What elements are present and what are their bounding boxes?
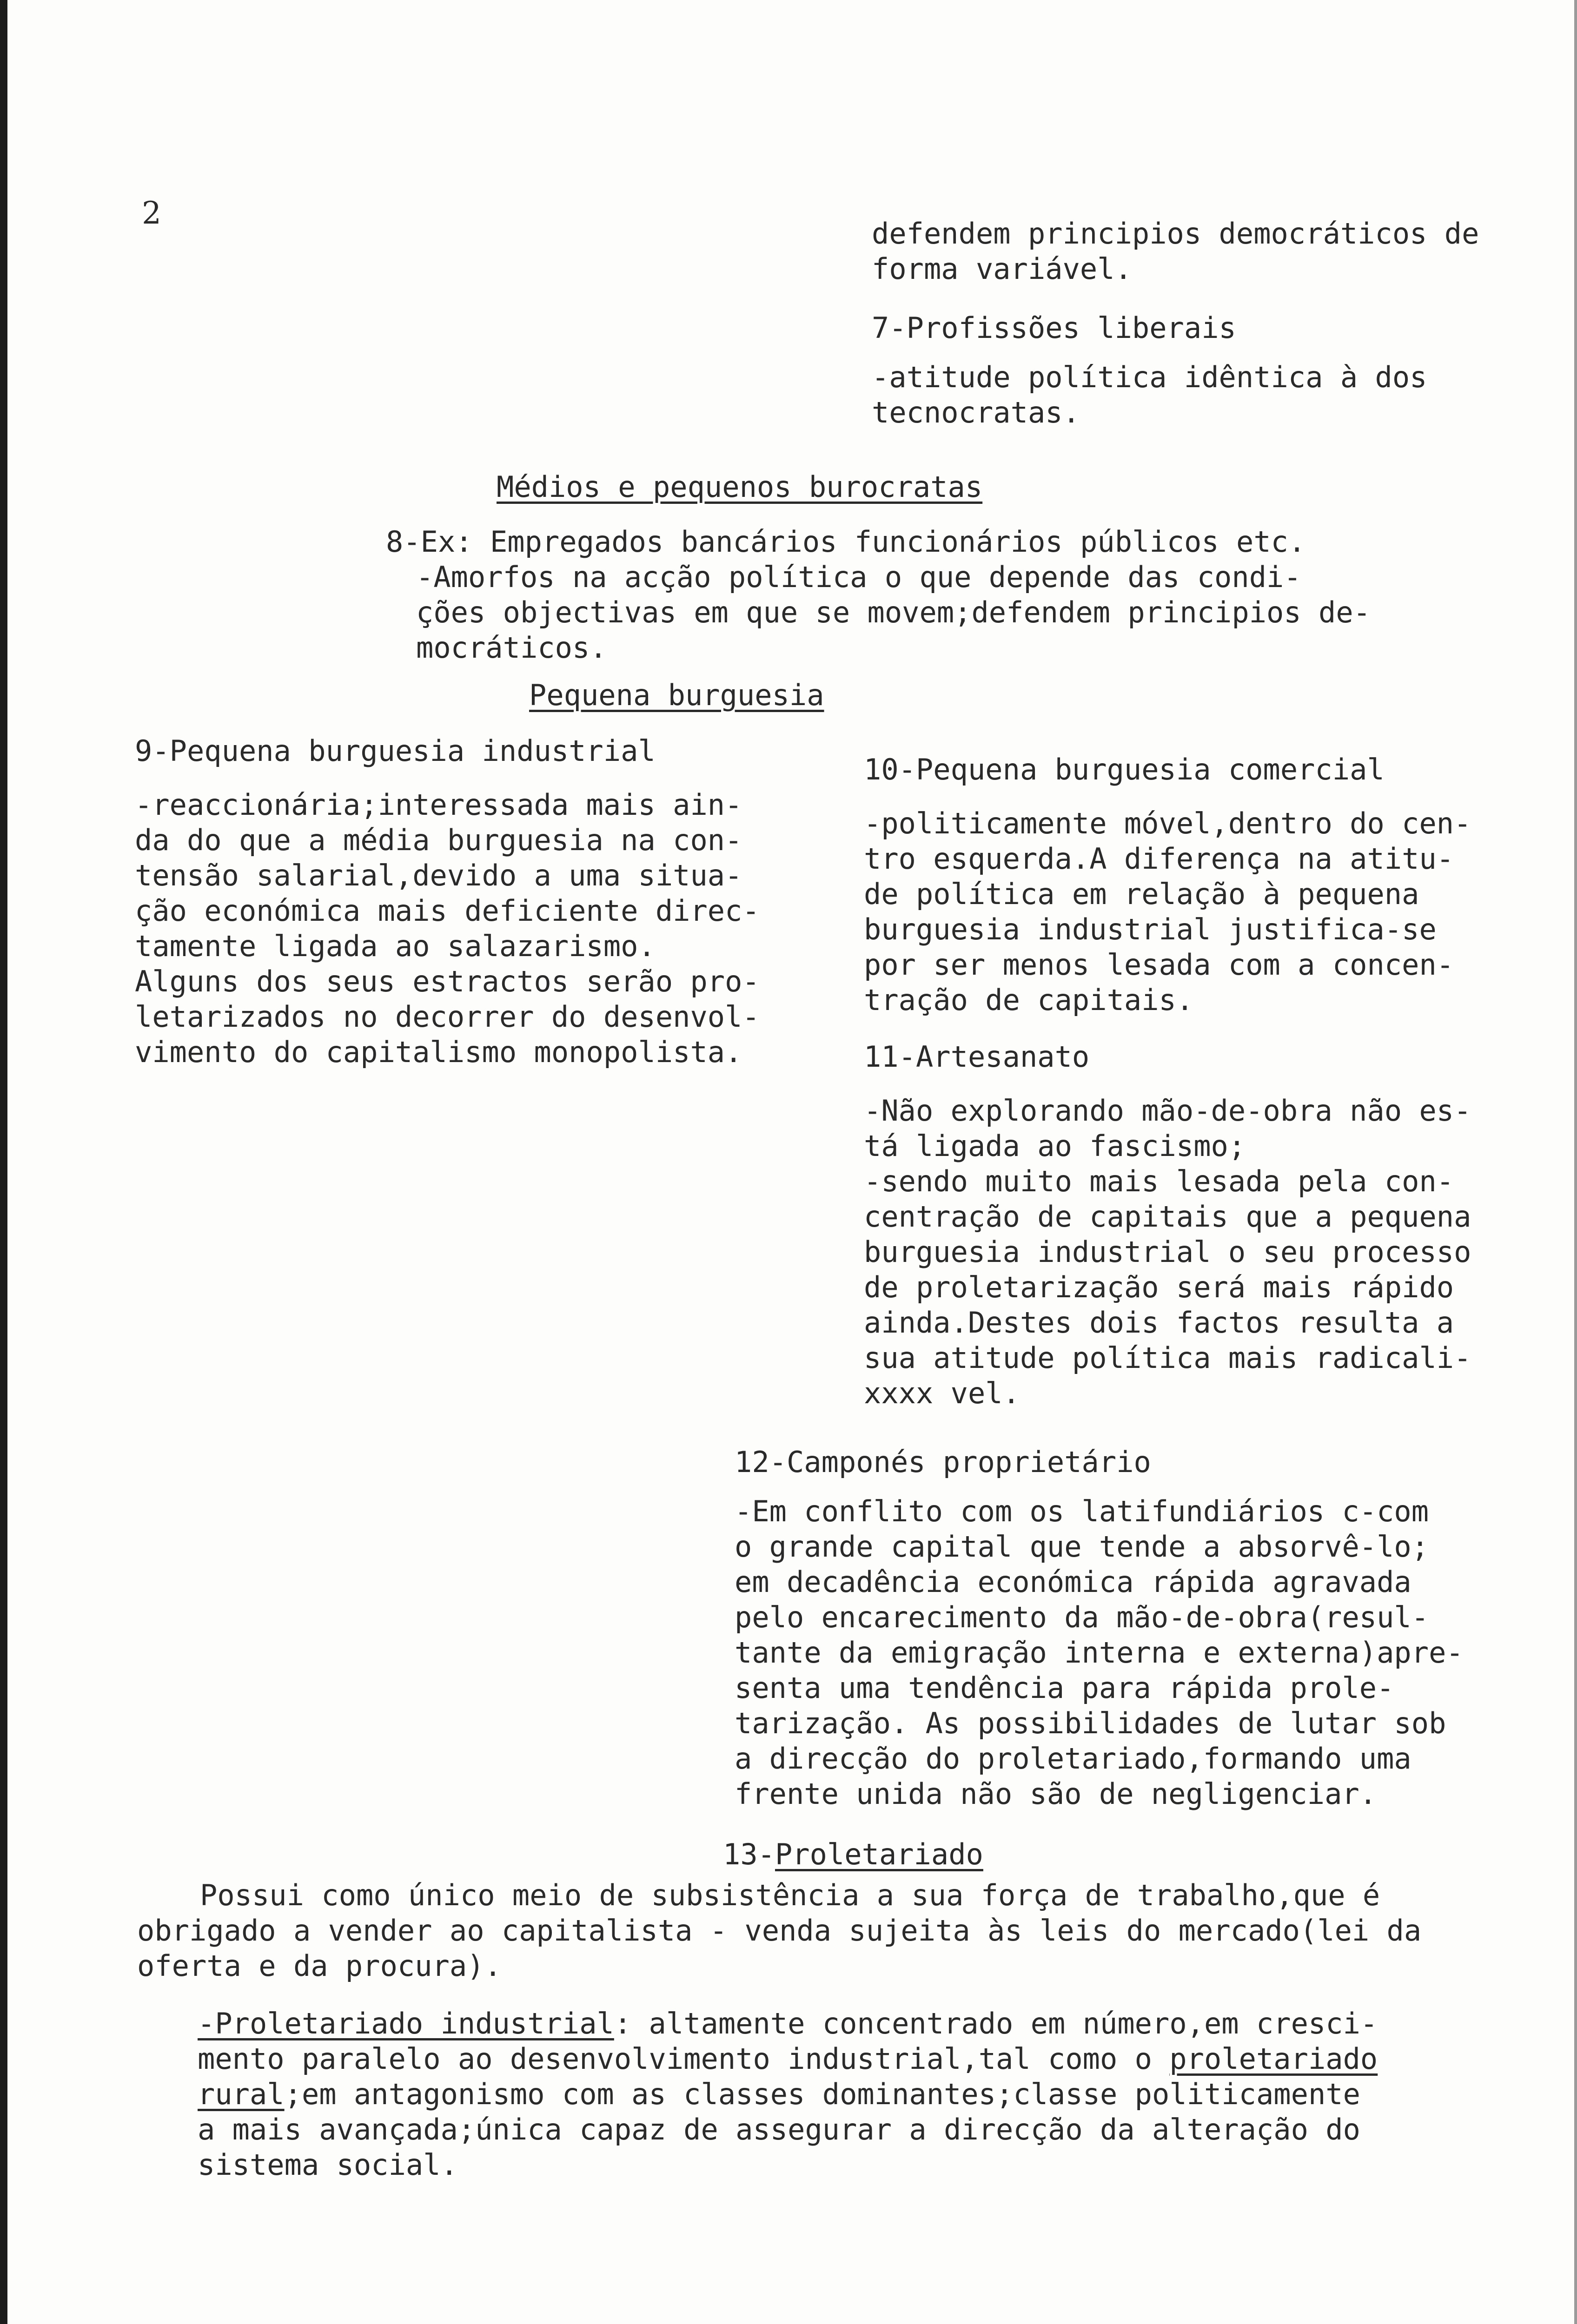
text-line: o grande capital que tende a absorvê-lo; [735, 1530, 1429, 1564]
text-line: pelo encarecimento da mão-de-obra(resul- [735, 1600, 1429, 1634]
text-line: burguesia industrial justifica-se [864, 912, 1437, 946]
heading-medios-pequenos-burocratas: Médios e pequenos burocratas [497, 470, 983, 504]
section-title: 10-Pequena burguesia comercial [864, 753, 1385, 786]
text-line: Possui como único meio de subsistência a sua força de trabalho,que é [200, 1878, 1380, 1912]
section-9-pequena-burguesia-industrial [135, 733, 760, 1070]
text-line: oferta e da procura). [137, 1949, 502, 1983]
text-line: forma variável. [872, 252, 1132, 286]
text-line: tamente ligada ao salazarismo. [135, 929, 656, 963]
text-line: por ser menos lesada com a concen- [864, 948, 1454, 982]
text-line: tante da emigração interna e externa)apre- [735, 1636, 1464, 1670]
page-number: 2 [142, 195, 161, 231]
text-line: obrigado a vender ao capitalista - venda sujeita às leis do mercado(lei da [137, 1914, 1422, 1948]
section-11-artesanato [864, 1039, 1471, 1411]
text-line: tração de capitais. [864, 983, 1194, 1017]
section-title: 11-Artesanato [864, 1040, 1090, 1074]
section-title: Proletariado [775, 1837, 983, 1871]
text-line: -Amorfos na acção política o que depende das condi- [416, 560, 1301, 594]
text-line: a mais avançada;única capaz de assegurar a direcção da alteração do [198, 2113, 1360, 2146]
text-fragment: ;em antagonismo com as classes dominantes;classe politicamente [284, 2077, 1360, 2111]
section-12-campones-proprietario [735, 1445, 1464, 1812]
text-line: vimento do capitalismo monopolista. [135, 1035, 742, 1069]
text-line: ções objectivas em que se movem;defendem principios de- [416, 595, 1371, 629]
text-line: tarização. As possibilidades de lutar sob [735, 1706, 1446, 1740]
proletariado-industrial-paragraph [198, 2006, 1378, 2183]
text-line: senta uma tendência para rápida prole- [735, 1671, 1394, 1705]
text-line: -reaccionária;interessada mais ain- [135, 788, 742, 822]
text-line: letarizados no decorrer do desenvol- [135, 1000, 760, 1034]
page-edge-left [0, 0, 7, 2324]
text-line: tro esquerda.A diferença na atitu- [864, 842, 1454, 876]
section-title: 12-Camponés proprietário [735, 1445, 1151, 1479]
text-line: mocráticos. [416, 631, 607, 665]
section-number: 13- [723, 1837, 775, 1871]
text-line: tecnocratas. [872, 396, 1080, 429]
text-line: tensão salarial,devido a uma situa- [135, 858, 742, 892]
text-line: defendem principios democráticos de [872, 217, 1479, 251]
text-fragment: mento paralelo ao desenvolvimento industrial,tal como o [198, 2042, 1170, 2076]
text-line: ainda.Destes dois factos resulta a [864, 1306, 1454, 1340]
text-line: 8-Ex: Empregados bancários funcionários públicos etc. [386, 525, 1306, 559]
section-7-profissoes-liberais [872, 310, 1427, 430]
text-line: -Não explorando mão-de-obra não es- [864, 1094, 1471, 1128]
text-line: burguesia industrial o seu processo [864, 1235, 1471, 1269]
section-10-pequena-burguesia-comercial [864, 752, 1471, 1018]
text-line: ção económica mais deficiente direc- [135, 894, 760, 928]
text-line: Alguns dos seus estractos serão pro- [135, 964, 760, 998]
text-line: sua atitude política mais radicali- [864, 1341, 1471, 1375]
text-line: xxxx vel. [864, 1376, 1020, 1410]
heading-pequena-burguesia: Pequena burguesia [529, 678, 824, 712]
section-13-proletariado [137, 1878, 1421, 1984]
page-edge-right [1574, 0, 1577, 2324]
text-line: -sendo muito mais lesada pela con- [864, 1164, 1454, 1198]
text-line: -Em conflito com os latifundiários c-com [735, 1494, 1429, 1528]
text-line: -politicamente móvel,dentro do cen- [864, 806, 1471, 840]
text-fragment: : altamente concentrado em número,em cresci- [614, 2007, 1378, 2040]
term-rural: rural [198, 2077, 285, 2111]
text-line: centração de capitais que a pequena [864, 1200, 1471, 1234]
text-line: tá ligada ao fascismo; [864, 1129, 1246, 1163]
continuation-text [872, 216, 1479, 287]
text-line: sistema social. [198, 2148, 458, 2182]
text-line: em decadência económica rápida agravada [735, 1565, 1411, 1599]
section-title: 9-Pequena burguesia industrial [135, 734, 656, 768]
section-13-heading [723, 1837, 983, 1872]
text-line: de política em relação à pequena [864, 877, 1419, 911]
text-line: -atitude política idêntica à dos [872, 360, 1427, 394]
text-line: de proletarização será mais rápido [864, 1270, 1454, 1304]
text-line: a direcção do proletariado,formando uma [735, 1742, 1411, 1776]
text-line: da do que a média burguesia na con- [135, 823, 742, 857]
term-proletariado-industrial: -Proletariado industrial [198, 2007, 614, 2040]
term-proletariado: proletariado [1169, 2042, 1378, 2076]
text-line: frente unida não são de negligenciar. [735, 1777, 1377, 1811]
section-8-burocratas [386, 524, 1371, 666]
section-title: 7-Profissões liberais [872, 311, 1236, 345]
